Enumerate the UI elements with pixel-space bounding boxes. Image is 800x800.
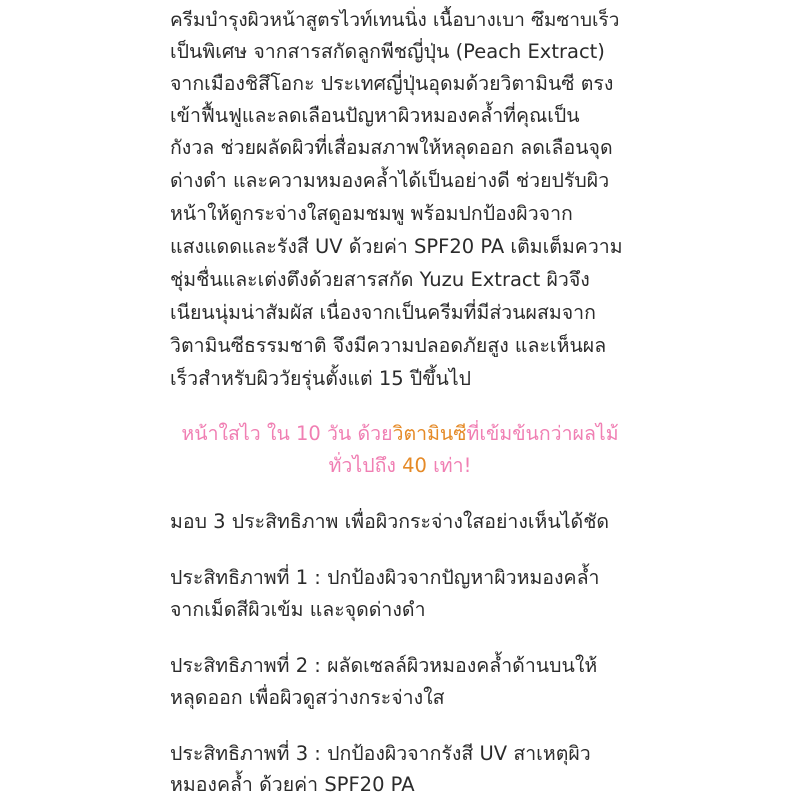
description-line: วิตามินซีธรรมชาติ จึงมีความปลอดภัยสูง และเห็นผล bbox=[170, 334, 607, 357]
highlight-text: เท่า! bbox=[426, 454, 472, 477]
benefit-line: ประสิทธิภาพที่ 3 : ปกป้องผิวจากรังสี UV สาเหตุผิว bbox=[170, 742, 591, 765]
benefits-intro: มอบ 3 ประสิทธิภาพ เพื่อผิวกระจ่างใสอย่างเห็นได้ชัด bbox=[170, 510, 610, 533]
benefit-line: จากเม็ดสีผิวเข้ม และจุดด่างดำ bbox=[170, 598, 426, 621]
highlight-text: หน้าใสไว ใน 10 วัน ด้วย bbox=[181, 422, 393, 445]
description-line: ครีมบำรุงผิวหน้าสูตรไวท์เทนนิ่ง เนื้อบางเบา ซึมซาบเร็ว bbox=[170, 9, 620, 31]
description-line: กังวล ช่วยผลัดผิวที่เสื่อมสภาพให้หลุดออก ลดเลือนจุด bbox=[170, 136, 613, 159]
benefit-line: หลุดออก เพื่อผิวดูสว่างกระจ่างใส bbox=[170, 686, 445, 709]
description-line: แสงแดดและรังสี UV ด้วยค่า SPF20 PA เติมเต็มความ bbox=[170, 235, 623, 258]
description-line: เป็นพิเศษ จากสารสกัดลูกพีชญี่ปุ่น (Peach Extract) bbox=[170, 40, 605, 63]
benefit-line: ประสิทธิภาพที่ 2 : ผลัดเซลล์ผิวหมองคล้ำด้านบนให้ bbox=[170, 654, 598, 677]
description-line: เร็วสำหรับผิววัยรุ่นตั้งแต่ 15 ปีขึ้นไป bbox=[170, 367, 472, 390]
benefit-line: ประสิทธิภาพที่ 1 : ปกป้องผิวจากปัญหาผิวหมองคล้ำ bbox=[170, 566, 600, 589]
description-line: จากเมืองชิสึโอกะ ประเทศญี่ปุ่นอุดมด้วยวิตามินซี ตรง bbox=[170, 72, 614, 95]
highlight-keyword: วิตามินซี bbox=[392, 422, 467, 445]
description-line: ด่างดำ และความหมองคล้ำได้เป็นอย่างดี ช่วยปรับผิว bbox=[170, 169, 610, 192]
highlight-line-2 bbox=[170, 452, 630, 480]
benefit-line: หมองคล้ำ ด้วยค่า SPF20 PA bbox=[170, 773, 415, 796]
description-line: เนียนนุ่มน่าสัมผัส เนื่องจากเป็นครีมที่มีส่วนผสมจาก bbox=[170, 301, 596, 324]
product-description-page bbox=[170, 0, 630, 800]
description-line: เข้าฟื้นฟูและลดเลือนปัญหาผิวหมองคล้ำที่คุณเป็น bbox=[170, 104, 580, 127]
description-line: ชุ่มชื่นและเต่งตึงด้วยสารสกัด Yuzu Extract ผิวจึง bbox=[170, 268, 590, 291]
highlight-number: 40 bbox=[402, 454, 427, 477]
highlight-text: ที่เข้มข้นกว่าผลไม้ bbox=[466, 422, 619, 445]
highlight-text: ทั่วไปถึง bbox=[328, 454, 403, 477]
highlight-line-1 bbox=[170, 420, 630, 448]
description-line: หน้าให้ดูกระจ่างใสดูอมชมพู พร้อมปกป้องผิวจาก bbox=[170, 202, 573, 225]
